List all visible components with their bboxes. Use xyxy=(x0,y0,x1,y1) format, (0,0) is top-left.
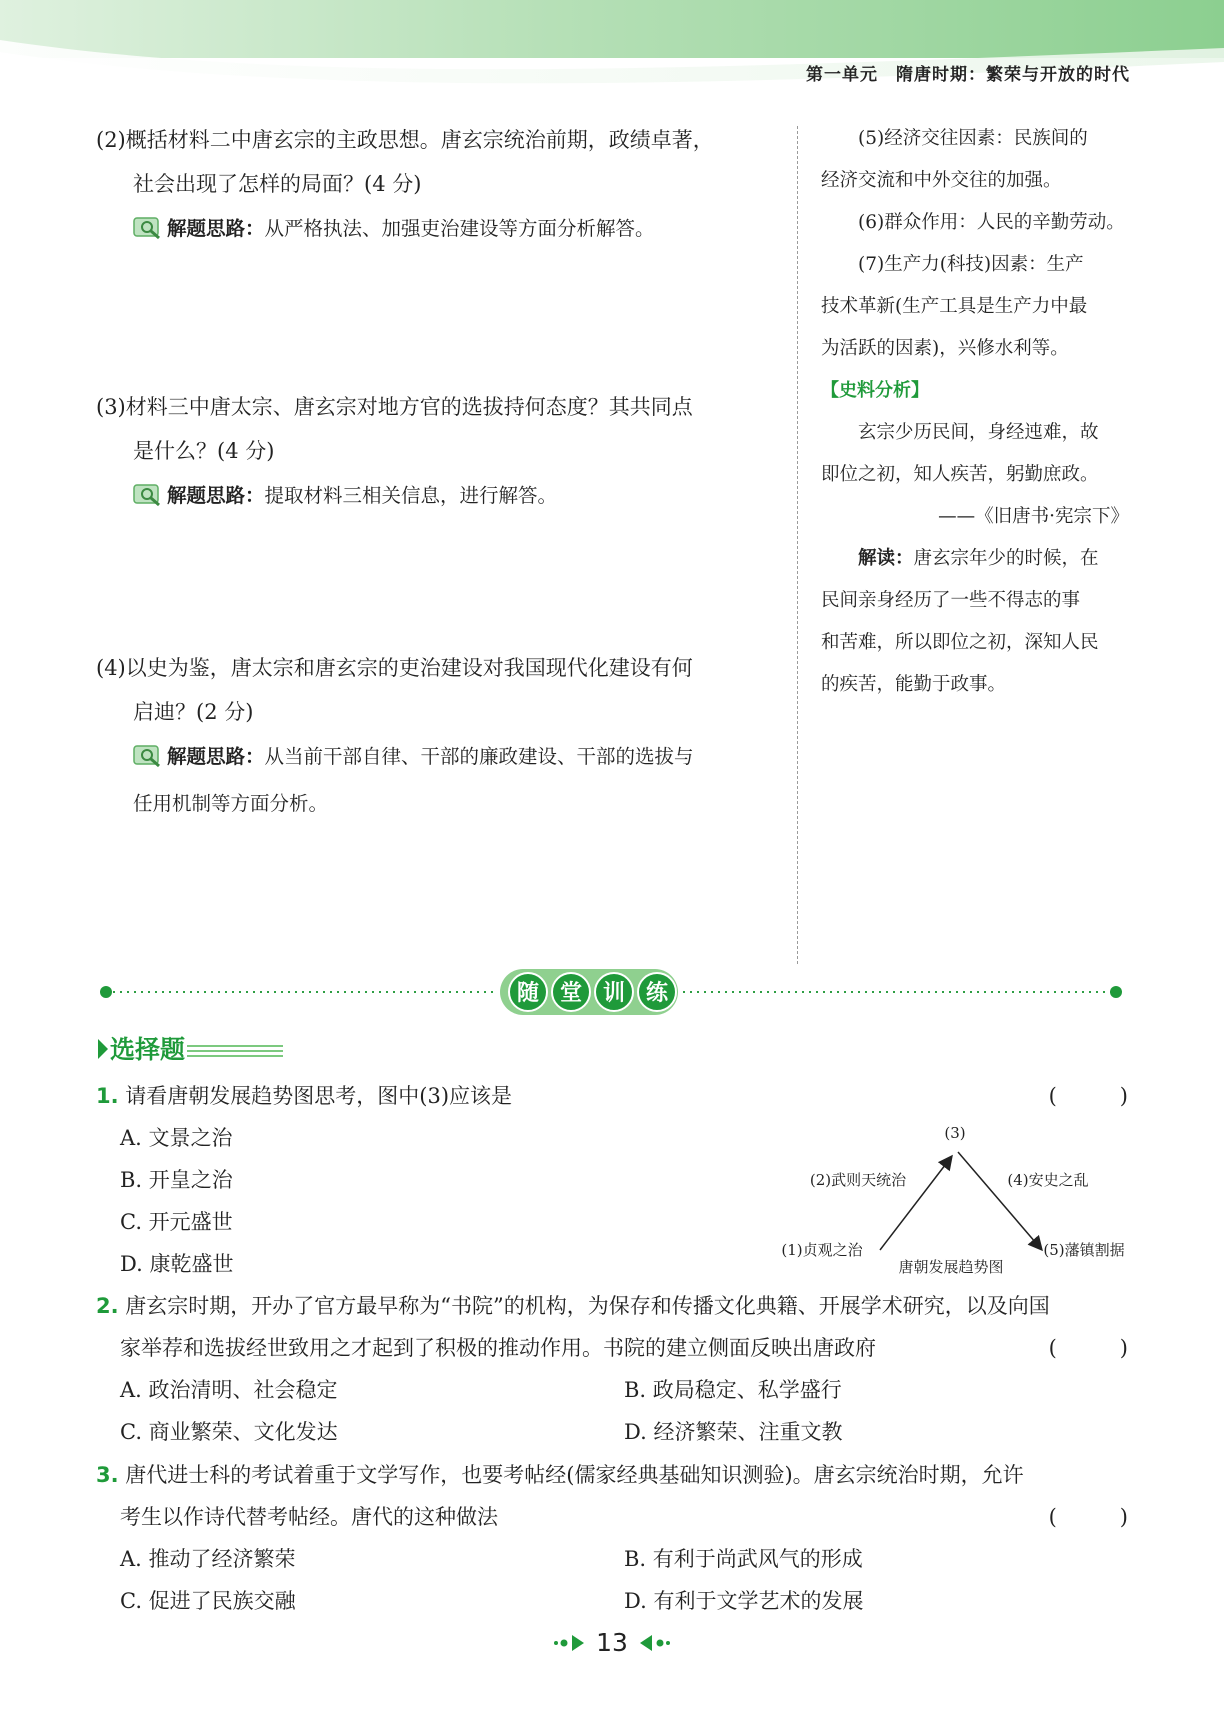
column-divider xyxy=(797,126,798,964)
interpretation-label: 解读： xyxy=(858,548,914,569)
unit-title: 第一单元 隋唐时期：繁荣与开放的时代 xyxy=(806,65,1130,85)
diagram-caption: 唐朝发展趋势图 xyxy=(898,1258,1004,1276)
interpretation-text: 民间亲身经历了一些不得志的事 xyxy=(821,590,1081,611)
option[interactable]: D. 有利于文学艺术的发展 xyxy=(624,1589,864,1613)
option[interactable]: A. 推动了经济繁荣 xyxy=(120,1547,296,1571)
interpretation-text: 和苦难，所以即位之初，深知人民 xyxy=(821,632,1099,653)
option[interactable]: C. 开元盛世 xyxy=(120,1210,233,1234)
arrow-right-icon xyxy=(552,1633,588,1653)
question-text: 社会出现了怎样的局面？(4 分) xyxy=(133,172,422,196)
mcq-question-3 xyxy=(96,1454,1128,1622)
tang-trend-diagram xyxy=(770,1112,1130,1282)
answer-blank[interactable]: ( ) xyxy=(1048,1505,1128,1529)
quote-text: 即位之初，知人疾苦，躬勤庶政。 xyxy=(821,464,1099,485)
question-number: 1. xyxy=(96,1084,119,1108)
question-2-block xyxy=(96,118,786,206)
question-stem: 考生以作诗代替考帖经。唐代的这种做法 xyxy=(120,1505,498,1529)
question-stem: 请看唐朝发展趋势图思考，图中(3)应该是 xyxy=(125,1084,513,1108)
quote-text: 玄宗少历民间，身经迍难，故 xyxy=(858,422,1099,443)
hint xyxy=(96,475,786,522)
diagram-label: (4)安史之乱 xyxy=(1007,1171,1089,1189)
diagram-label: (5)藩镇割据 xyxy=(1043,1241,1125,1259)
question-text: (4)以史为鉴，唐太宗和唐玄宗的吏治建设对我国现代化建设有何 xyxy=(96,656,693,680)
practice-banner xyxy=(96,966,1126,1016)
hint-label: 解题思路： xyxy=(167,217,265,240)
question-stem: 唐玄宗时期，开办了官方最早称为“书院”的机构，为保存和传播文化典籍、开展学术研究，以及向国 xyxy=(125,1294,1050,1318)
hint-label: 解题思路： xyxy=(167,745,265,768)
page-number: 13 xyxy=(596,1628,628,1657)
falling-arrow xyxy=(958,1152,1042,1250)
answer-blank[interactable]: ( ) xyxy=(1048,1336,1128,1360)
section-title: 选择题 xyxy=(110,1035,186,1064)
interpretation-text: 唐玄宗年少的时候，在 xyxy=(913,548,1099,569)
banner-char: 随 xyxy=(516,981,540,1006)
diagram-label: (2)武则天统治 xyxy=(809,1171,907,1189)
note-text: 经济交流和中外交往的加强。 xyxy=(821,170,1062,191)
quote-source: ——《旧唐书·宪宗下》 xyxy=(938,506,1129,527)
header-band xyxy=(0,0,1224,100)
interpretation-text: 的疾苦，能勤于政事。 xyxy=(821,674,1007,695)
question-stem: 家举荐和选拔经世致用之才起到了积极的推动作用。书院的建立侧面反映出唐政府 xyxy=(120,1336,876,1360)
hint-icon xyxy=(133,741,163,783)
banner-char: 训 xyxy=(602,981,626,1006)
note-text: (7)生产力(科技)因素：生产 xyxy=(858,254,1084,275)
option[interactable]: B. 有利于尚武风气的形成 xyxy=(624,1547,863,1571)
question-text: (2)概括材料二中唐玄宗的主政思想。唐玄宗统治前期，政绩卓著， xyxy=(96,128,714,152)
arrow-right-icon xyxy=(96,1037,110,1061)
question-number: 2. xyxy=(96,1294,119,1318)
option[interactable]: C. 商业繁荣、文化发达 xyxy=(120,1420,338,1444)
option[interactable]: D. 康乾盛世 xyxy=(120,1252,234,1276)
question-text: (3)材料三中唐太宗、唐玄宗对地方官的选拔持何态度？其共同点 xyxy=(96,395,693,419)
title-stripes xyxy=(185,1040,285,1060)
banner-char: 练 xyxy=(645,981,669,1006)
left-column xyxy=(96,118,786,825)
hint-text: 从严格执法、加强吏治建设等方面分析解答。 xyxy=(264,217,655,240)
question-text: 启迪？(2 分) xyxy=(133,700,254,724)
question-stem: 唐代进士科的考试着重于文学写作，也要考帖经(儒家经典基础知识测验)。唐玄宗统治时期，允许 xyxy=(125,1463,1024,1487)
note-text: (6)群众作用：人民的辛勤劳动。 xyxy=(858,212,1125,233)
option[interactable]: B. 开皇之治 xyxy=(120,1168,233,1192)
option[interactable]: C. 促进了民族交融 xyxy=(120,1589,296,1613)
banner-char: 堂 xyxy=(559,981,583,1006)
section-header xyxy=(96,1030,285,1068)
note-text: 为活跃的因素)，兴修水利等。 xyxy=(821,338,1069,359)
option[interactable]: A. 文景之治 xyxy=(120,1126,233,1150)
right-column xyxy=(821,118,1131,706)
hint-label: 解题思路： xyxy=(167,484,265,507)
diagram-label: (1)贞观之治 xyxy=(781,1241,863,1259)
question-number: 3. xyxy=(96,1463,119,1487)
option[interactable]: D. 经济繁荣、注重文教 xyxy=(624,1420,843,1444)
note-text: 技术革新(生产工具是生产力中最 xyxy=(821,296,1088,317)
option[interactable]: B. 政局稳定、私学盛行 xyxy=(624,1378,842,1402)
question-text: 是什么？(4 分) xyxy=(133,439,275,463)
hint xyxy=(96,208,786,255)
diagram-label: (3) xyxy=(944,1124,966,1142)
hint-text: 提取材料三相关信息，进行解答。 xyxy=(264,484,558,507)
answer-blank[interactable]: ( ) xyxy=(1048,1084,1128,1108)
hint-text: 任用机制等方面分析。 xyxy=(133,792,329,815)
arrow-left-icon xyxy=(636,1633,672,1653)
option[interactable]: A. 政治清明、社会稳定 xyxy=(120,1378,338,1402)
hint-icon xyxy=(133,213,163,255)
question-4-block xyxy=(96,646,786,734)
hint-text: 从当前干部自律、干部的廉政建设、干部的选拔与 xyxy=(264,745,694,768)
section-label: 【史料分析】 xyxy=(821,380,929,401)
hint xyxy=(96,736,786,825)
note-text: (5)经济交往因素：民族间的 xyxy=(858,128,1088,149)
mcq-question-2 xyxy=(96,1285,1128,1453)
page-number-footer xyxy=(0,1628,1224,1657)
hint-icon xyxy=(133,480,163,522)
question-3-block xyxy=(96,385,786,473)
